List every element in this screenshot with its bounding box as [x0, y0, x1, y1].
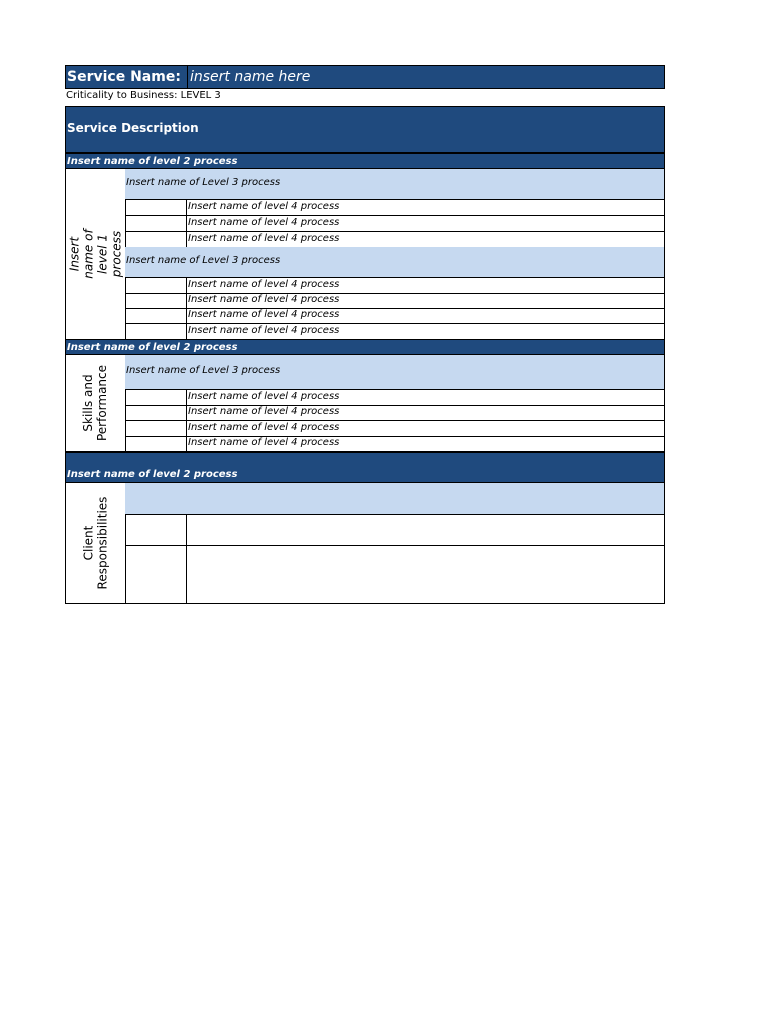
empty-row	[125, 515, 665, 546]
level1-process-side-label	[65, 169, 126, 340]
level4-blank-cell	[125, 421, 187, 436]
level4-process[interactable]: Insert name of level 4 process	[188, 233, 340, 244]
client-responsibilities-side-label	[65, 483, 126, 604]
level2-process-2[interactable]: Insert name of level 2 process	[65, 339, 665, 355]
level4-process[interactable]: Insert name of level 4 process	[188, 309, 340, 320]
level3-process-1a[interactable]: Insert name of Level 3 process	[125, 169, 665, 200]
skills-performance-text: Skills and Performance	[81, 364, 110, 442]
level4-process[interactable]: Insert name of level 4 process	[188, 201, 340, 212]
service-name-label: Service Name:	[66, 66, 188, 88]
level2-process-3[interactable]: Insert name of level 2 process	[67, 469, 238, 480]
level4-process[interactable]: Insert name of level 4 process	[188, 437, 340, 448]
level4-process[interactable]: Insert name of level 4 process	[188, 406, 340, 417]
level4-process[interactable]: Insert name of level 4 process	[188, 422, 340, 433]
level4-blank-cell	[125, 405, 187, 420]
level3-empty-row[interactable]	[125, 483, 665, 515]
service-name-row	[65, 65, 665, 89]
criticality-text: Criticality to Business: LEVEL 3	[66, 90, 221, 101]
service-name-value[interactable]: insert name here	[190, 69, 311, 85]
level4-blank-cell	[125, 216, 187, 231]
service-description-header[interactable]: Service Description	[65, 106, 665, 153]
level4-process[interactable]: Insert name of level 4 process	[188, 391, 340, 402]
level4-blank-cell	[125, 390, 187, 405]
level4-blank-cell	[125, 293, 187, 308]
level4-row	[125, 405, 665, 421]
level3-process-2a[interactable]: Insert name of Level 3 process	[125, 355, 665, 390]
empty-cell[interactable]	[187, 546, 664, 603]
level4-row	[125, 436, 665, 452]
level4-row	[125, 200, 665, 216]
level4-row	[125, 293, 665, 309]
level4-row	[125, 390, 665, 406]
empty-cell[interactable]	[125, 515, 187, 545]
level1-label-text: Insert name of level 1 process	[67, 229, 124, 279]
level2-process-1[interactable]: Insert name of level 2 process	[65, 153, 665, 169]
client-responsibilities-text: Client Responsibilities	[81, 496, 110, 590]
empty-cell[interactable]	[125, 546, 187, 603]
level4-row	[125, 308, 665, 324]
level3-process-1b[interactable]: Insert name of Level 3 process	[125, 247, 665, 278]
level4-row	[125, 421, 665, 437]
empty-row	[125, 546, 665, 604]
level4-blank-cell	[125, 436, 187, 451]
level4-row	[125, 232, 665, 248]
level4-process[interactable]: Insert name of level 4 process	[188, 217, 340, 228]
skills-performance-side-label	[65, 355, 126, 452]
empty-cell[interactable]	[187, 515, 664, 545]
level4-process[interactable]: Insert name of level 4 process	[188, 325, 340, 336]
level4-process[interactable]: Insert name of level 4 process	[188, 279, 340, 290]
level4-row	[125, 216, 665, 232]
level4-row	[125, 324, 665, 340]
level4-blank-cell	[125, 278, 187, 293]
level4-blank-cell	[125, 308, 187, 323]
level4-process[interactable]: Insert name of level 4 process	[188, 294, 340, 305]
level2-process-3-band	[65, 452, 665, 483]
level4-blank-cell	[125, 200, 187, 215]
level4-row	[125, 278, 665, 294]
level4-blank-cell	[125, 324, 187, 339]
level4-blank-cell	[125, 232, 187, 247]
